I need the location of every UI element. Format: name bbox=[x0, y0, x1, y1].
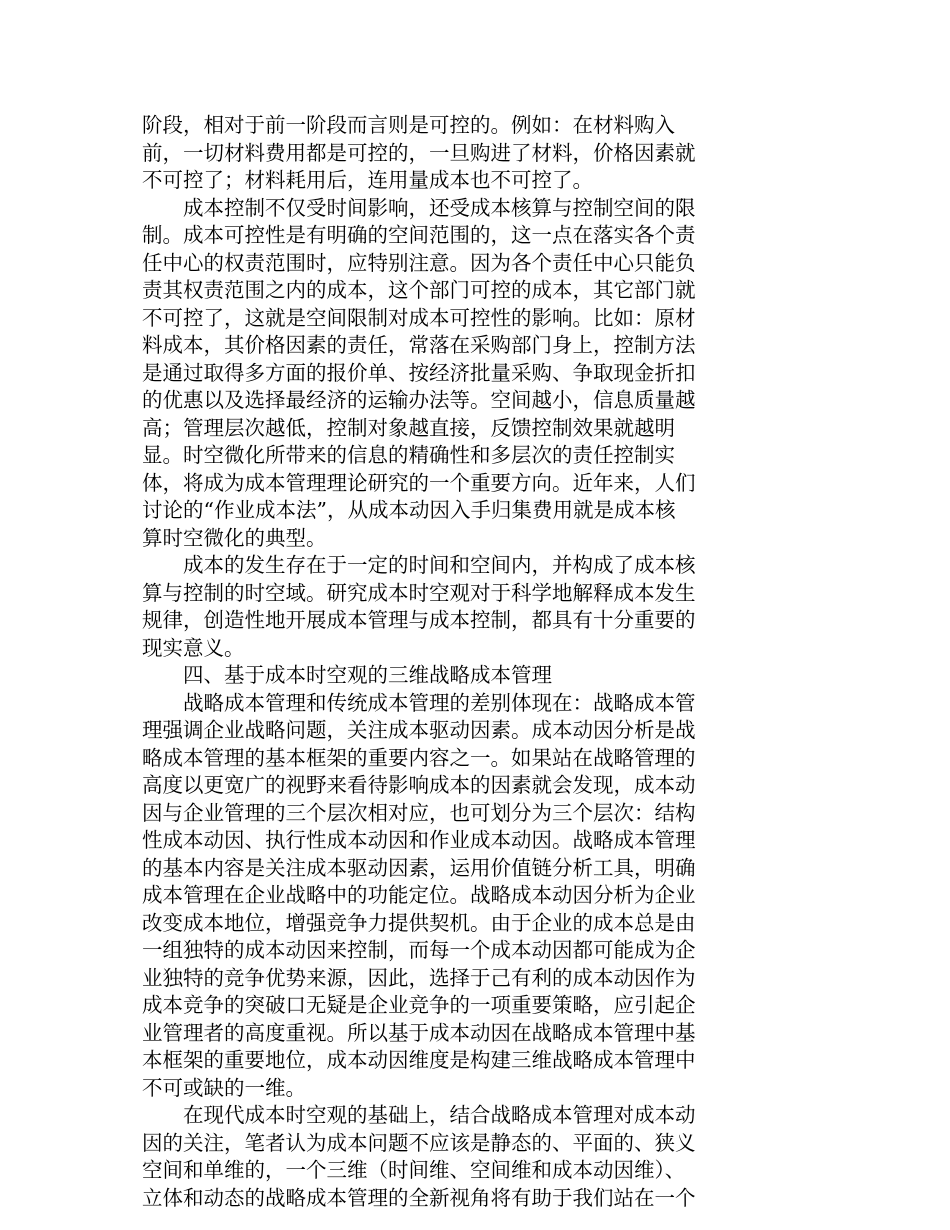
text-line: 不可或缺的一维。 bbox=[142, 1075, 306, 1100]
text-line: 算时空微化的典型。 bbox=[142, 525, 327, 550]
text-line: 体，将成为成本管理理论研究的一个重要方向。近年来，人们 bbox=[142, 470, 696, 495]
text-line: 的优惠以及选择最经济的运输办法等。空间越小，信息质量越 bbox=[142, 388, 696, 412]
section-heading: 四、基于成本时空观的三维战略成本管理 bbox=[142, 663, 552, 687]
text-line: 现实意义。 bbox=[142, 635, 245, 660]
text-line: 战略成本管理和传统成本管理的差别体现在：战略成本管 bbox=[142, 690, 696, 715]
text-line: 不可控了，这就是空间限制对成本可控性的影响。比如：原材 bbox=[142, 305, 696, 330]
text-line: 高；管理层次越低，控制对象越直接，反馈控制效果就越明 bbox=[142, 415, 675, 440]
text-line: 是通过取得多方面的报价单、按经济批量采购、争取现金折扣 bbox=[142, 360, 696, 385]
text-line: 在现代成本时空观的基础上，结合战略成本管理对成本动 bbox=[142, 1103, 696, 1127]
text-line: 讨论的“作业成本法”，从成本动因入手归集费用就是成本核 bbox=[142, 498, 676, 522]
text-line: 性成本动因、执行性成本动因和作业成本动因。战略成本管理 bbox=[142, 828, 696, 852]
text-line: 不可控了；材料耗用后，连用量成本也不可控了。 bbox=[142, 168, 593, 192]
text-line: 略成本管理的基本框架的重要内容之一。如果站在战略管理的 bbox=[142, 745, 696, 770]
text-line: 成本管理在企业战略中的功能定位。战略成本动因分析为企业 bbox=[142, 883, 696, 907]
text-line: 成本竞争的突破口无疑是企业竞争的一项重要策略，应引起企 bbox=[142, 993, 696, 1017]
text-line: 因的关注，笔者认为成本问题不应该是静态的、平面的、狭义 bbox=[142, 1130, 696, 1155]
text-line: 理强调企业战略问题，关注成本驱动因素。成本动因分析是战 bbox=[142, 718, 696, 742]
text-line: 业管理者的高度重视。所以基于成本动因在战略成本管理中基 bbox=[142, 1020, 696, 1045]
text-line: 显。时空微化所带来的信息的精确性和多层次的责任控制实 bbox=[142, 443, 675, 467]
text-line: 前，一切材料费用都是可控的，一旦购进了材料，价格因素就 bbox=[142, 140, 696, 165]
text-line: 成本的发生存在于一定的时间和空间内，并构成了成本核 bbox=[142, 553, 696, 577]
text-line: 高度以更宽广的视野来看待影响成本的因素就会发现，成本动 bbox=[142, 773, 696, 797]
text-line: 规律，创造性地开展成本管理与成本控制，都具有十分重要的 bbox=[142, 608, 696, 632]
text-line: 立体和动态的战略成本管理的全新视角将有助于我们站在一个 bbox=[142, 1185, 696, 1210]
text-line: 任中心的权责范围时，应特别注意。因为各个责任中心只能负 bbox=[142, 250, 696, 275]
text-line: 的基本内容是关注成本驱动因素，运用价值链分析工具，明确 bbox=[142, 855, 696, 880]
text-line: 空间和单维的，一个三维（时间维、空间维和成本动因维）、 bbox=[142, 1158, 686, 1182]
text-line: 本框架的重要地位，成本动因维度是构建三维战略成本管理中 bbox=[142, 1048, 696, 1072]
text-line: 制。成本可控性是有明确的空间范围的，这一点在落实各个责 bbox=[142, 223, 696, 247]
text-line: 阶段，相对于前一阶段而言则是可控的。例如：在材料购入 bbox=[142, 113, 675, 137]
text-line: 改变成本地位，增强竞争力提供契机。由于企业的成本总是由 bbox=[142, 910, 696, 935]
document-body bbox=[142, 112, 738, 1212]
text-line: 业独特的竞争优势来源，因此，选择于己有利的成本动因作为 bbox=[142, 965, 696, 990]
text-line: 一组独特的成本动因来控制，而每一个成本动因都可能成为企 bbox=[142, 938, 696, 962]
text-line: 成本控制不仅受时间影响，还受成本核算与控制空间的限 bbox=[142, 195, 696, 220]
text-line: 料成本，其价格因素的责任，常落在采购部门身上，控制方法 bbox=[142, 333, 696, 357]
text-line: 责其权责范围之内的成本，这个部门可控的成本，其它部门就 bbox=[142, 278, 696, 302]
text-line: 算与控制的时空域。研究成本时空观对于科学地解释成本发生 bbox=[142, 580, 696, 605]
text-line: 因与企业管理的三个层次相对应，也可划分为三个层次：结构 bbox=[142, 800, 696, 825]
